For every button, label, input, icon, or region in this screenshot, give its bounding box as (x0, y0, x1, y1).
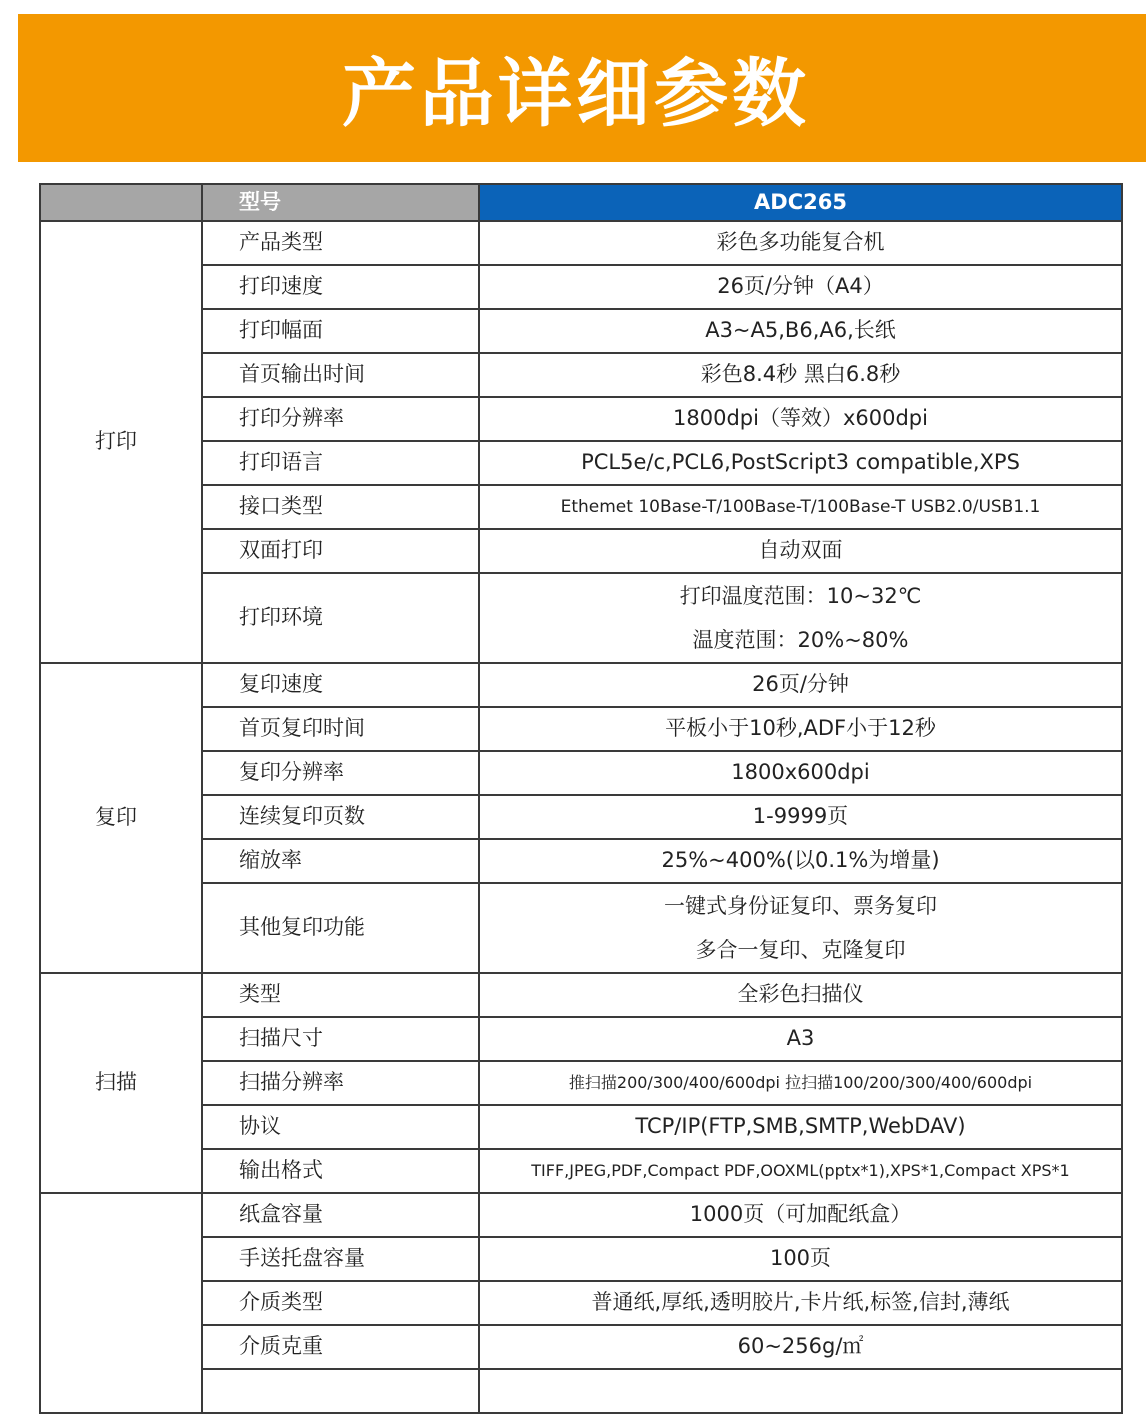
row-value: 1000页（可加配纸盒） (479, 1193, 1122, 1237)
table-row (40, 1061, 1122, 1105)
row-value: A3~A5,B6,A6,长纸 (479, 309, 1122, 353)
table-row (40, 221, 1122, 265)
row-value: TIFF,JPEG,PDF,Compact PDF,OOXML(pptx*1),XPS*1,Compact XPS*1 (479, 1149, 1122, 1193)
row-label: 产品类型 (202, 221, 479, 265)
row-value: 1800dpi（等效）x600dpi (479, 397, 1122, 441)
row-label: 首页复印时间 (202, 707, 479, 751)
row-value: 推扫描200/300/400/600dpi 拉扫描100/200/300/400/600dpi (479, 1061, 1122, 1105)
table-header-row (40, 184, 1122, 221)
row-value: 26页/分钟（A4） (479, 265, 1122, 309)
category-copy: 复印 (40, 663, 202, 973)
row-label: 复印分辨率 (202, 751, 479, 795)
table-row (40, 265, 1122, 309)
row-value: 60~256g/㎡ (479, 1325, 1122, 1369)
row-value: 普通纸,厚纸,透明胶片,卡片纸,标签,信封,薄纸 (479, 1281, 1122, 1325)
row-label: 首页输出时间 (202, 353, 479, 397)
row-value: TCP/IP(FTP,SMB,SMTP,WebDAV) (479, 1105, 1122, 1149)
row-value: PCL5e/c,PCL6,PostScript3 compatible,XPS (479, 441, 1122, 485)
header-blank-cell (40, 184, 202, 221)
row-value: 25%~400%(以0.1%为增量) (479, 839, 1122, 883)
row-label: 介质类型 (202, 1281, 479, 1325)
row-value: 100页 (479, 1237, 1122, 1281)
table-row (40, 441, 1122, 485)
table-row (40, 663, 1122, 707)
table-row (40, 573, 1122, 663)
table-row (40, 1281, 1122, 1325)
table-row (40, 1149, 1122, 1193)
row-value-line: 打印温度范围：10~32℃ (679, 584, 922, 608)
row-label: 打印幅面 (202, 309, 479, 353)
row-value: 全彩色扫描仪 (479, 973, 1122, 1017)
row-value: 26页/分钟 (479, 663, 1122, 707)
table-row (40, 1237, 1122, 1281)
table-row (40, 883, 1122, 973)
row-value: 彩色8.4秒 黑白6.8秒 (479, 353, 1122, 397)
row-value (479, 883, 1122, 973)
table-row (40, 485, 1122, 529)
table-row (40, 973, 1122, 1017)
table-row (40, 1325, 1122, 1369)
row-value: A3 (479, 1017, 1122, 1061)
table-row (40, 1105, 1122, 1149)
row-label: 纸盒容量 (202, 1193, 479, 1237)
row-label: 协议 (202, 1105, 479, 1149)
row-label: 扫描分辨率 (202, 1061, 479, 1105)
table-row (40, 353, 1122, 397)
title-banner (18, 14, 1146, 162)
row-value (479, 573, 1122, 663)
row-label: 其他复印功能 (202, 883, 479, 973)
row-value: 1800x600dpi (479, 751, 1122, 795)
header-model-label: 型号 (202, 184, 479, 221)
table-row (40, 397, 1122, 441)
row-label: 介质克重 (202, 1325, 479, 1369)
row-label: 类型 (202, 973, 479, 1017)
table-row (40, 751, 1122, 795)
header-model-value: ADC265 (479, 184, 1122, 221)
row-value: 彩色多功能复合机 (479, 221, 1122, 265)
row-value: Ethemet 10Base-T/100Base-T/100Base-T USB2.0/USB1.1 (479, 485, 1122, 529)
row-label: 打印分辨率 (202, 397, 479, 441)
row-label: 双面打印 (202, 529, 479, 573)
row-value: 自动双面 (479, 529, 1122, 573)
table-row (40, 529, 1122, 573)
category-scan: 扫描 (40, 973, 202, 1193)
category-print: 打印 (40, 221, 202, 663)
row-label: 打印环境 (202, 573, 479, 663)
row-value-line: 温度范围：20%~80% (692, 628, 909, 652)
row-label: 接口类型 (202, 485, 479, 529)
row-value-line: 一键式身份证复印、票务复印 (664, 894, 937, 918)
row-value (479, 1369, 1122, 1413)
table-row (40, 309, 1122, 353)
row-label: 复印速度 (202, 663, 479, 707)
table-row (40, 1369, 1122, 1413)
table-row (40, 795, 1122, 839)
row-value-line: 多合一复印、克隆复印 (695, 938, 906, 962)
table-row (40, 707, 1122, 751)
category-paper (40, 1193, 202, 1413)
row-label: 扫描尺寸 (202, 1017, 479, 1061)
row-label: 打印语言 (202, 441, 479, 485)
row-label: 手送托盘容量 (202, 1237, 479, 1281)
row-label (202, 1369, 479, 1413)
table-row (40, 839, 1122, 883)
page-title: 产品详细参数 (342, 51, 810, 137)
row-value: 平板小于10秒,ADF小于12秒 (479, 707, 1122, 751)
table-row (40, 1017, 1122, 1061)
row-label: 输出格式 (202, 1149, 479, 1193)
row-label: 连续复印页数 (202, 795, 479, 839)
row-label: 缩放率 (202, 839, 479, 883)
row-label: 打印速度 (202, 265, 479, 309)
row-value: 1-9999页 (479, 795, 1122, 839)
spec-table (39, 183, 1123, 1414)
table-row (40, 1193, 1122, 1237)
